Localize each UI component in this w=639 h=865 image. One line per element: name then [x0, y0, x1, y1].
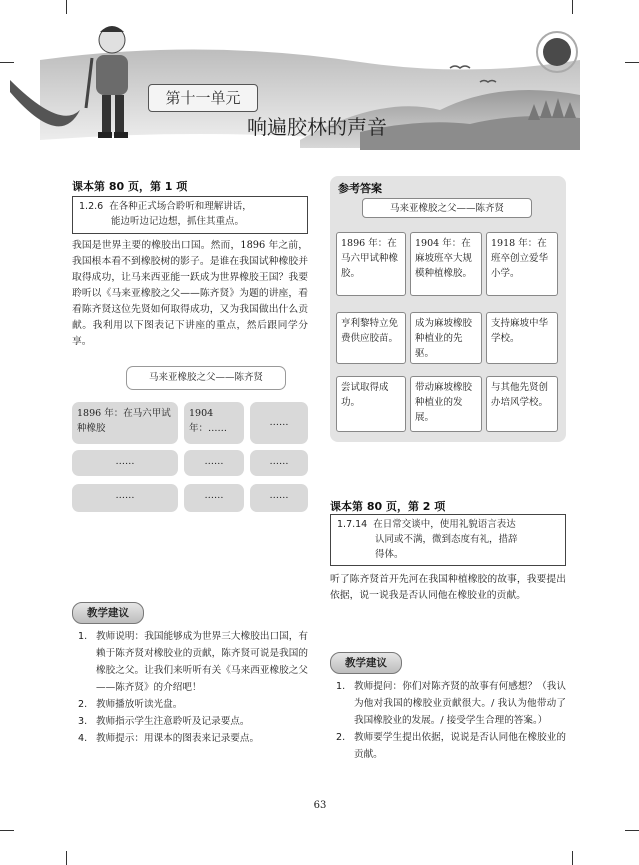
list-number: 2. — [336, 732, 346, 743]
list-number: 4. — [78, 733, 88, 744]
list-number: 2. — [78, 699, 88, 710]
answer-title: 马来亚橡胶之父——陈齐贤 — [362, 198, 532, 218]
answer-cell: 1904 年：在麻坡班卒大规模种植橡胶。 — [410, 232, 482, 296]
list-text: 教师说明：我国能够成为世界三大橡胶出口国，有赖于陈齐贤对橡胶业的贡献，陈齐贤可说是我国的橡胶之父。让我们来听听有关《马来西亚橡胶之父——陈齐贤》的介绍吧！ — [96, 631, 308, 693]
list-item — [330, 678, 566, 729]
answer-cell: 与其他先贤创办培风学校。 — [486, 376, 558, 432]
answer-heading: 参考答案 — [338, 182, 382, 195]
outcome-code: 1.2.6 — [79, 201, 104, 212]
list-text: 教师提示：用课本的图表来记录要点。 — [96, 733, 260, 744]
teaching-tips-pill: 教学建议 — [72, 602, 144, 624]
outcome-code: 1.7.14 — [337, 519, 368, 530]
section-heading: 课本第 80 页，第 1 项 — [72, 180, 188, 193]
teaching-tips-list — [72, 628, 308, 747]
list-item — [72, 696, 308, 713]
crop-mark — [0, 830, 14, 831]
diagram-cell: …… — [72, 484, 178, 512]
diagram-cell: …… — [250, 450, 308, 476]
list-text: 教师指示学生注意聆听及记录要点。 — [96, 716, 250, 727]
diagram-cell: 1896 年：在马六甲试种橡胶 — [72, 402, 178, 444]
list-number: 1. — [336, 681, 346, 692]
unit-title: 响遍胶林的声音 — [247, 115, 387, 139]
answer-cell: 支持麻坡中华学校。 — [486, 312, 558, 364]
diagram-cell: …… — [184, 484, 244, 512]
outcome-line: 能边听边记边想，抓住其重点。 — [111, 216, 245, 227]
unit-banner — [0, 0, 639, 160]
learning-outcome-box — [330, 514, 566, 566]
answer-cell: 尝试取得成功。 — [336, 376, 406, 432]
outcome-line: 得体。 — [375, 549, 404, 560]
diagram-cell: …… — [184, 450, 244, 476]
outcome-line: 认同或不满，微到态度有礼，措辞 — [375, 534, 518, 545]
diagram-cell: 1904 年：…… — [184, 402, 244, 444]
outcome-line: 在日常交谈中，使用礼貌语言表达 — [373, 519, 516, 530]
answer-cell: 成为麻坡橡胶种植业的先驱。 — [410, 312, 482, 364]
answer-cell: 带动麻坡橡胶种植业的发展。 — [410, 376, 482, 432]
teaching-tips-list — [330, 678, 566, 763]
answer-cell: 1896 年：在马六甲试种橡胶。 — [336, 232, 406, 296]
task-paragraph: 听了陈齐贤首开先河在我国种植橡胶的故事，我要提出依据，说一说我是否认同他在橡胶业的贡献。 — [330, 574, 566, 601]
diagram-cell: …… — [72, 450, 178, 476]
unit-label: 第十一单元 — [148, 84, 258, 112]
intro-paragraph: 我国是世界主要的橡胶出口国。然而，1896 年之前，我国根本看不到橡胶树的影子。是谁在我国试种橡胶并取得成功，让马来西亚能一跃成为世界橡胶王国？我要聆听以《马来亚橡胶之父——陈齐贤》为题的讲座，看看陈齐贤这位先贤如何取得成功，又为我国做出什么贡献。我利用以下图表记下讲座的重点，然后跟同学分享。 — [72, 240, 308, 347]
list-item — [330, 729, 566, 763]
list-text: 教师提问：你们对陈齐贤的故事有何感想？（我认为他对我国的橡胶业贡献很大。/ 我认为他带动了我国橡胶业的发展。/ 接受学生合理的答案。） — [354, 681, 566, 726]
diagram-cell: …… — [250, 402, 308, 444]
crop-mark — [572, 851, 573, 865]
diagram-title: 马来亚橡胶之父——陈齐贤 — [126, 366, 286, 390]
list-text: 教师要学生提出依据，说说是否认同他在橡胶业的贡献。 — [354, 732, 566, 760]
crop-mark — [625, 830, 639, 831]
list-number: 1. — [78, 631, 88, 642]
list-item — [72, 713, 308, 730]
answer-cell: 1918 年：在班卒创立爱华小学。 — [486, 232, 558, 296]
list-item — [72, 730, 308, 747]
page-number: 63 — [313, 800, 327, 811]
answer-cell: 亨利黎特立免费供应胶苗。 — [336, 312, 406, 364]
learning-outcome-box — [72, 196, 308, 234]
section-heading: 课本第 80 页，第 2 项 — [330, 500, 446, 513]
outcome-line: 在各种正式场合聆听和理解讲话， — [109, 201, 252, 212]
diagram-cell: …… — [250, 484, 308, 512]
teaching-tips-pill: 教学建议 — [330, 652, 402, 674]
list-text: 教师播放听读光盘。 — [96, 699, 183, 710]
crop-mark — [66, 851, 67, 865]
list-number: 3. — [78, 716, 88, 727]
list-item — [72, 628, 308, 696]
